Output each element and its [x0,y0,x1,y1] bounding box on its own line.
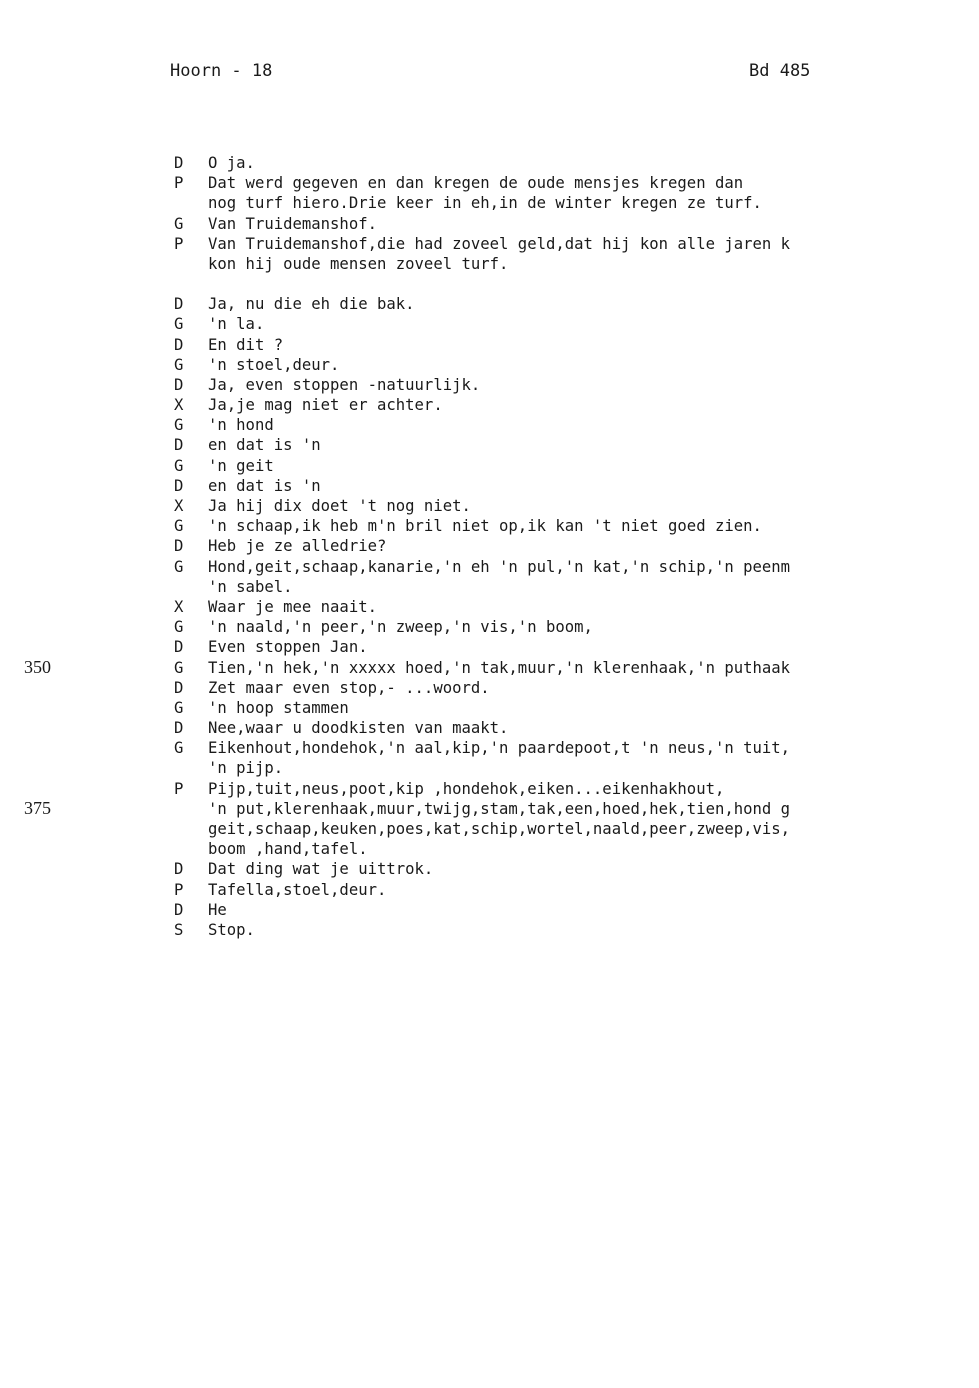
utterance-text: Ja, nu die eh die bak. [208,295,415,314]
utterance-text: Van Truidemanshof. [208,214,377,233]
utterance-text: Ja hij dix doet 't nog niet. [208,497,471,515]
speaker-code: D [174,638,184,657]
speaker-code: D [174,678,184,697]
utterance-text: Tafella,stoel,deur. [208,880,387,899]
utterance-text: He [208,900,227,919]
transcript-line [174,900,979,920]
utterance-text: Pijp,tuit,neus,poot,kip ,hondehok,eiken...eikenhakhout, [208,779,725,798]
transcript-line [174,758,979,778]
transcript [174,153,979,940]
transcript-line [174,153,979,173]
speaker-code [174,193,208,213]
transcript-line [174,920,979,940]
speaker-code: D [174,537,184,556]
speaker-code: D [174,335,184,354]
speaker-code: G [174,658,184,677]
transcript-line [174,214,979,234]
speaker-code: P [174,779,184,798]
speaker-code: D [174,375,184,394]
transcript-line [174,557,979,577]
block-gap [174,274,979,294]
utterance-text: Ja,je mag niet er achter. [208,396,443,415]
transcript-line [174,859,979,879]
speaker-code: D [174,295,184,314]
speaker-code: G [174,517,184,536]
transcript-line [174,234,979,254]
transcript-line [174,536,979,556]
utterance-text: O ja. [208,154,255,172]
speaker-code: G [174,618,184,637]
speaker-code: D [174,476,184,495]
speaker-code: X [174,497,184,515]
speaker-code: G [174,739,184,758]
transcript-line [174,415,979,435]
transcript-line [174,819,979,839]
utterance-text: en dat is 'n [208,436,321,455]
speaker-code: P [174,174,184,193]
utterance-text: Zet maar even stop,- ...woord. [208,678,490,697]
transcript-line [174,839,979,859]
transcript-line [174,496,979,516]
speaker-code: G [174,557,184,576]
utterance-text: Ja, even stoppen -natuurlijk. [208,375,481,394]
transcript-line [174,738,979,758]
utterance-text: Waar je mee naait. [208,597,377,616]
speaker-code [174,577,208,597]
utterance-text: 'n hond [208,416,274,435]
speaker-code: X [174,396,184,415]
transcript-line [174,314,979,334]
utterance-text: 'n geit [208,456,274,475]
speaker-code: G [174,214,184,233]
speaker-code: D [174,154,184,172]
transcript-line [174,779,979,799]
speaker-code: G [174,456,184,475]
speaker-code: P [174,880,184,899]
speaker-code [174,254,208,274]
transcript-line [174,718,979,738]
utterance-text: nog turf hiero.Drie keer in eh,in de winter kregen ze turf. [208,194,762,213]
utterance-text: Dat werd gegeven en dan kregen de oude mensjes kregen dan [208,174,744,193]
speaker-code [174,819,208,839]
utterance-text: 'n sabel. [208,577,293,596]
speaker-code: X [174,597,184,616]
speaker-code: D [174,436,184,455]
speaker-code: D [174,719,184,738]
speaker-code: G [174,416,184,435]
utterance-text: Dat ding wat je uittrok. [208,860,434,879]
utterance-text: 'n schaap,ik heb m'n bril niet op,ik kan 't niet goed zien. [208,517,762,536]
transcript-line [174,880,979,900]
utterance-text: geit,schaap,keuken,poes,kat,schip,wortel,naald,peer,zweep,vis, [208,820,791,838]
utterance-text: kon hij oude mensen zoveel turf. [208,254,509,273]
speaker-code: G [174,698,184,717]
utterance-text: Eikenhout,hondehok,'n aal,kip,'n paardepoot,t 'n neus,'n tuit, [208,739,791,758]
speaker-code [174,799,208,819]
transcript-line [174,435,979,455]
speaker-code: D [174,860,184,879]
transcript-line [174,516,979,536]
speaker-code [174,839,208,859]
transcript-line [174,658,979,678]
transcript-line [174,254,979,274]
margin-line-number: 350 [24,656,51,677]
transcript-line [174,597,979,617]
utterance-text: Van Truidemanshof,die had zoveel geld,dat hij kon alle jaren k [208,234,791,253]
header-reference: Bd 485 [749,61,811,81]
transcript-line [174,355,979,375]
transcript-line [174,577,979,597]
utterance-text: Even stoppen Jan. [208,638,368,657]
transcript-line [174,294,979,314]
transcript-line [174,799,979,819]
utterance-text: 'n la. [208,315,265,334]
transcript-line [174,395,979,415]
transcript-line [174,375,979,395]
transcript-line [174,173,979,193]
transcript-line [174,637,979,657]
utterance-text: 'n stoel,deur. [208,355,340,374]
utterance-text: Nee,waar u doodkisten van maakt. [208,719,509,738]
transcript-line [174,476,979,496]
utterance-text: Tien,'n hek,'n xxxxx hoed,'n tak,muur,'n klerenhaak,'n puthaak [208,658,791,677]
margin-line-number: 375 [24,798,51,819]
transcript-line [174,193,979,213]
transcript-line [174,335,979,355]
speaker-code: G [174,355,184,374]
utterance-text: Stop. [208,920,255,939]
speaker-code [174,758,208,778]
utterance-text: En dit ? [208,335,284,354]
utterance-text: 'n hoop stammen [208,698,349,717]
utterance-text: 'n pijp. [208,759,284,778]
utterance-text: 'n naald,'n peer,'n zweep,'n vis,'n boom, [208,618,593,637]
speaker-code: S [174,920,184,939]
utterance-text: en dat is 'n [208,476,321,495]
speaker-code: G [174,315,184,334]
speaker-code: D [174,900,184,919]
transcript-line [174,456,979,476]
utterance-text: Heb je ze alledrie? [208,537,387,556]
transcript-line [174,698,979,718]
transcript-line [174,617,979,637]
utterance-text: 'n put,klerenhaak,muur,twijg,stam,tak,een,hoed,hek,tien,hond g [208,799,791,818]
utterance-text: Hond,geit,schaap,kanarie,'n eh 'n pul,'n kat,'n schip,'n peenm [208,557,791,576]
utterance-text: boom ,hand,tafel. [208,840,368,859]
transcript-line [174,678,979,698]
speaker-code: P [174,234,184,253]
header-location: Hoorn - 18 [170,61,273,81]
